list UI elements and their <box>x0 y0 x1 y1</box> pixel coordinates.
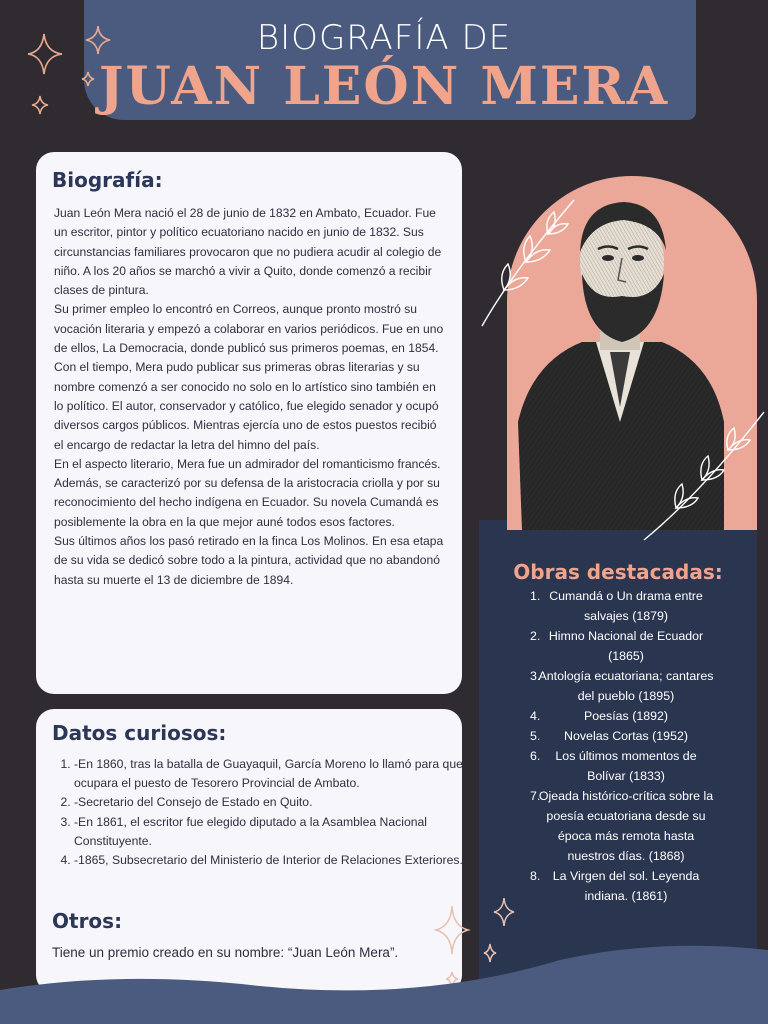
obra-title: Himno Nacional de Ecuador (1865) <box>548 629 704 663</box>
biografia-paragraph: Juan León Mera nació el 28 de junio de 1832 en Ambato, Ecuador. Fue un escritor, pintor y político ecuatoriano nacido en junio de 1832. Sus circunstancias familiares provocaron que no pudiera acudir al colegio de niño. A los 20 años se marchó a vivir a Quito, donde comenzó a recibir clases de pintura. <box>54 206 442 298</box>
biografia-text <box>54 204 448 590</box>
page-title: JUAN LEÓN MERA <box>98 56 670 117</box>
obra-title: Poesías (1892) <box>583 709 669 723</box>
title-subheading: BIOGRAFÍA DE <box>256 18 512 58</box>
obra-title: Antología ecuatoriana; cantares del pueblo (1895) <box>538 669 714 703</box>
list-number: 4. <box>530 709 541 723</box>
otros-heading: Otros: <box>52 909 123 933</box>
list-item: 1. -En 1860, tras la batalla de Guayaquil, García Moreno lo llamó para que ocupara el puesto de Tesorero Provincial de Ambato. <box>74 755 476 793</box>
leaf-branch-icon <box>474 190 584 330</box>
biografia-paragraph: Con el tiempo, Mera pudo publicar sus primeras obras literarias y su nombre comenzó a ser conocido no solo en lo artístico sino también en lo político. El autor, conservador y católico, fue elegido senador y ocupó diversos cargos públicos. Mientras ejercía uno de estos puestos recibió el encargo de redactar la letra del himno del país. <box>54 360 439 452</box>
datos-heading: Datos curiosos: <box>52 721 227 745</box>
obra-title: La Virgen del sol. Leyenda indiana. (1861) <box>552 869 700 903</box>
bottom-wave-decoration <box>0 930 768 1024</box>
list-number: 5. <box>530 729 541 743</box>
list-item: 2. -Secretario del Consejo de Estado en Quito. <box>74 793 476 812</box>
list-item <box>530 626 716 666</box>
list-item <box>530 746 716 786</box>
list-number: 2. <box>530 629 541 643</box>
list-item <box>530 786 716 866</box>
biografia-heading: Biografía: <box>52 168 163 192</box>
list-number: 1. <box>530 589 541 603</box>
otros-text: Tiene un premio creado en su nombre: “Juan León Mera”. <box>52 945 399 960</box>
list-item <box>530 726 716 746</box>
list-item: 3. -En 1861, el escritor fue elegido diputado a la Asamblea Nacional Constituyente. <box>74 813 476 851</box>
list-number: 6. <box>530 749 541 763</box>
list-item <box>530 666 716 706</box>
obra-title: Los últimos momentos de Bolívar (1833) <box>555 749 697 783</box>
biografia-paragraph: Sus últimos años los pasó retirado en la finca Los Molinos. En esa etapa de su vida se dedicó sobre todo a la pintura, actividad que no abandonó hasta su muerte el 13 de diciembre de 1894. <box>54 534 444 587</box>
list-item: 4. -1865, Subsecretario del Ministerio de Interior de Relaciones Exteriores. <box>74 851 476 870</box>
obra-title: Novelas Cortas (1952) <box>564 729 688 743</box>
sparkle-icon <box>26 26 116 126</box>
list-number: 8. <box>530 869 541 883</box>
obras-heading: Obras destacadas: <box>513 560 723 584</box>
biografia-paragraph: Su primer empleo lo encontró en Correos, aunque pronto mostró su vocación literaria y empezó a colaborar en varios periódicos. Fue en uno de ellos, La Democracia, donde publicó sus primeros poemas, en 1854. <box>54 302 444 356</box>
list-item <box>530 586 716 626</box>
datos-list <box>52 755 476 870</box>
obras-list <box>530 586 716 906</box>
list-number: 3. <box>530 669 541 683</box>
leaf-branch-icon <box>640 404 768 544</box>
biografia-card <box>36 152 462 694</box>
list-item <box>530 706 716 726</box>
list-item <box>530 866 716 906</box>
obra-title: Cumandá o Un drama entre salvajes (1879) <box>549 589 703 623</box>
biografia-paragraph: En el aspecto literario, Mera fue un admirador del romanticismo francés. Además, se caracterizó por su defensa de la aristocracia criolla y por su reconocimiento del hecho indígena en Ecuador. Su novela Cumandá es posiblemente la obra en la que mejor auné todos esos factores. <box>54 456 441 529</box>
list-number: 7. <box>530 789 541 803</box>
obra-title: Ojeada histórico-crítica sobre la poesía ecuatoriana desde su época más remota hasta nuestros días. (1868) <box>538 789 714 863</box>
